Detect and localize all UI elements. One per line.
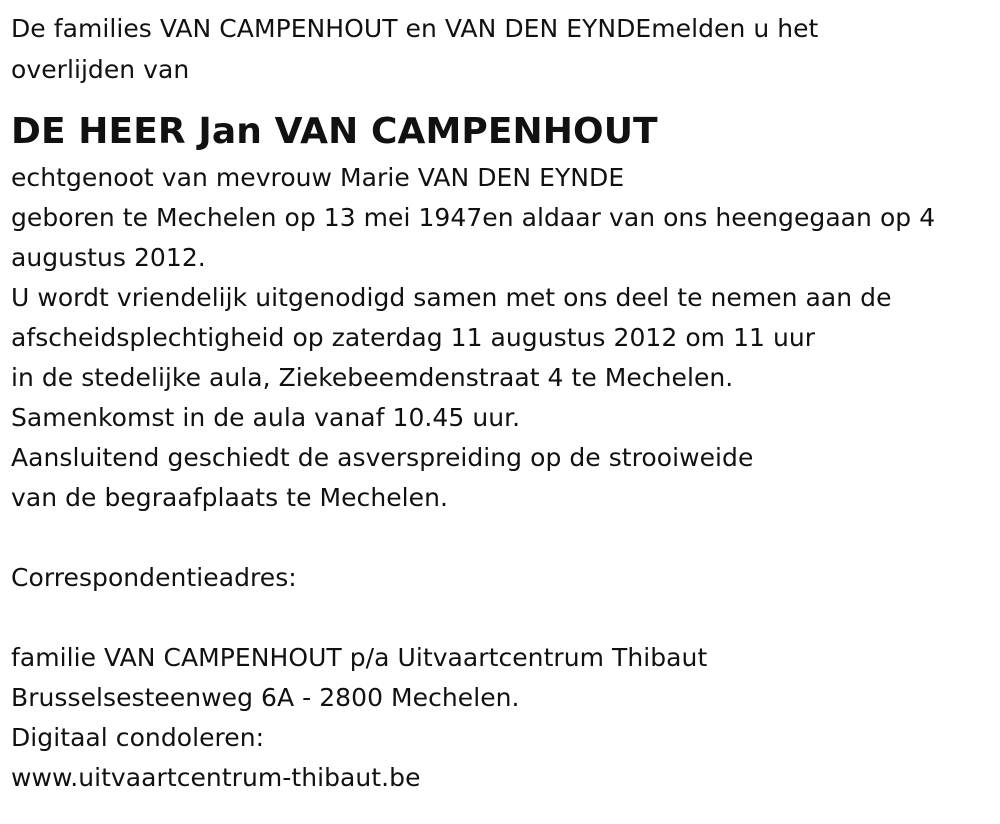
intro-line: De families VAN CAMPENHOUT en VAN DEN EYNDEmelden u het bbox=[11, 14, 819, 43]
detail-line: echtgenoot van mevrouw Marie VAN DEN EYNDE bbox=[11, 163, 625, 192]
obituary-details bbox=[11, 158, 988, 518]
detail-line: augustus 2012. bbox=[11, 243, 206, 272]
detail-line: Samenkomst in de aula vanaf 10.45 uur. bbox=[11, 403, 521, 432]
blank-line bbox=[11, 518, 988, 558]
address-line: familie VAN CAMPENHOUT p/a Uitvaartcentrum Thibaut bbox=[11, 643, 708, 672]
condolence-label: Digitaal condoleren: bbox=[11, 723, 265, 752]
detail-line: in de stedelijke aula, Ziekebeemdenstraat 4 te Mechelen. bbox=[11, 363, 734, 392]
intro-line: overlijden van bbox=[11, 55, 190, 84]
intro-paragraph bbox=[11, 8, 988, 90]
correspondence-address bbox=[11, 638, 988, 798]
deceased-name-title: DE HEER Jan VAN CAMPENHOUT bbox=[11, 111, 658, 152]
detail-line: afscheidsplechtigheid op zaterdag 11 augustus 2012 om 11 uur bbox=[11, 323, 816, 352]
detail-line: van de begraafplaats te Mechelen. bbox=[11, 483, 448, 512]
condolence-website: www.uitvaartcentrum-thibaut.be bbox=[11, 763, 421, 792]
correspondence-heading: Correspondentieadres: bbox=[11, 563, 297, 592]
detail-line: geboren te Mechelen op 13 mei 1947en aldaar van ons heengegaan op 4 bbox=[11, 203, 936, 232]
address-line: Brusselsesteenweg 6A - 2800 Mechelen. bbox=[11, 683, 520, 712]
detail-line: Aansluitend geschiedt de asverspreiding op de strooiweide bbox=[11, 443, 754, 472]
blank-line bbox=[11, 598, 988, 638]
detail-line: U wordt vriendelijk uitgenodigd samen met ons deel te nemen aan de bbox=[11, 283, 892, 312]
